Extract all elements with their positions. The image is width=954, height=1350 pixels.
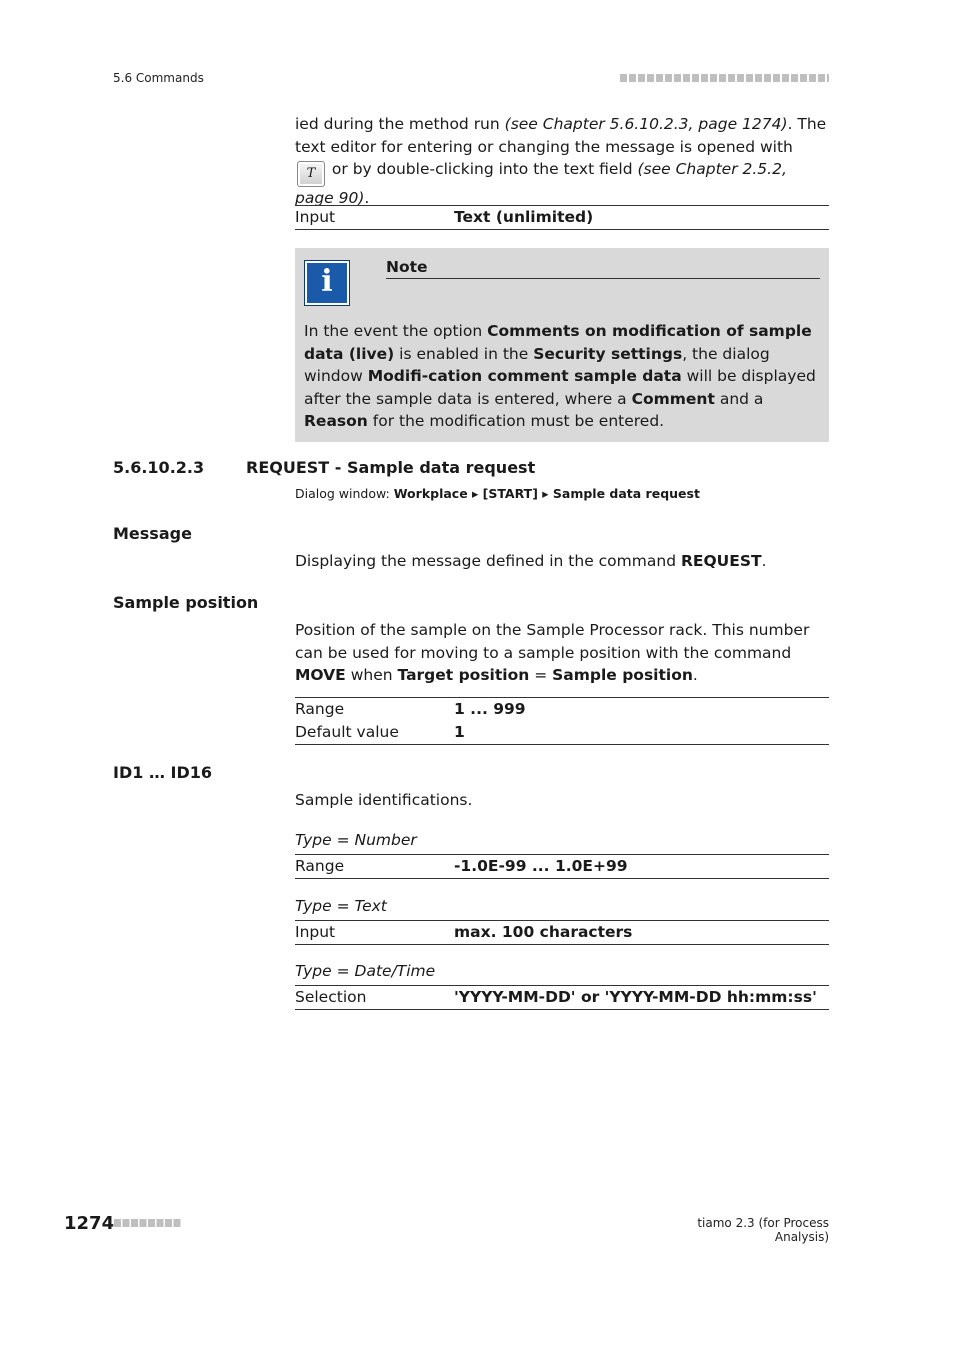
note-bold-2: Security settings [533, 344, 683, 363]
sp-bold-2: Target position [397, 666, 530, 684]
param-key: Input [295, 208, 336, 226]
param-value: 'YYYY-MM-DD' or 'YYYY-MM-DD hh:mm:ss' [454, 988, 817, 1006]
sample-position-table [295, 697, 829, 745]
param-key: Range [295, 700, 345, 718]
sp-text-3: = [529, 666, 553, 684]
note-text-1: In the event the option [304, 322, 488, 340]
dialog-path-value: Workplace ▸ [START] ▸ Sample data request [393, 486, 700, 501]
footer-decoration [114, 1219, 182, 1227]
input-parameter-table [295, 205, 829, 230]
table-row [295, 206, 829, 229]
param-value: max. 100 characters [454, 923, 633, 941]
dialog-path [295, 486, 700, 501]
table-row [295, 721, 829, 744]
running-header-section: 5.6 Commands [113, 71, 204, 85]
note-bold-5: Reason [304, 412, 368, 430]
message-bold-1: REQUEST [680, 552, 762, 570]
note-bold-4: Comment [631, 389, 715, 408]
text-editor-button-icon: T [297, 161, 325, 187]
note-text [304, 320, 820, 433]
note-text-2: is enabled in the [394, 344, 534, 363]
note-text-4: will be displayed after the sample data is entered, where a [304, 367, 816, 408]
sp-text-1: Position of the sample on the Sample Processor rack. This number can be used for moving to a sample position with the command [295, 621, 810, 662]
param-key: Selection [295, 988, 367, 1006]
intro-reference-2[interactable]: (see Chapter 2.5.2, page 90) [295, 160, 787, 207]
section-title: REQUEST - Sample data request [246, 458, 536, 477]
sp-bold-3: Sample position [552, 666, 693, 684]
sp-text-2: when [345, 666, 398, 684]
param-value: 1 [454, 723, 465, 741]
message-text-2: . [761, 552, 767, 570]
table-row [295, 921, 829, 944]
id-type-table [295, 854, 829, 879]
sample-position-heading: Sample position [113, 593, 259, 612]
dialog-prefix: Dialog window: [295, 486, 394, 501]
id-type-table [295, 920, 829, 945]
note-text-3: , the dialog window [304, 344, 770, 385]
message-text-1: Displaying the message defined in the command [295, 552, 681, 570]
note-bold-1: Comments on modification of sample data (live) [304, 322, 812, 363]
type-label: Type = Number [295, 831, 417, 849]
ids-heading: ID1 … ID16 [113, 763, 213, 782]
param-value: Text (unlimited) [454, 208, 594, 226]
param-value: -1.0E-99 ... 1.0E+99 [454, 857, 628, 875]
ids-description: Sample identifications. [295, 791, 473, 809]
param-key: Default value [295, 723, 399, 741]
message-heading: Message [113, 524, 192, 543]
type-label: Type = Text [295, 897, 387, 915]
message-description [295, 550, 829, 573]
intro-text-4: . [364, 189, 370, 207]
note-box [295, 248, 829, 442]
sp-bold-1: MOVE [295, 666, 346, 684]
intro-text-1: ied during the method run [295, 115, 505, 133]
intro-text-3: or by double-clicking into the text field [327, 160, 638, 178]
type-label: Type = Date/Time [295, 962, 436, 980]
sample-position-description [295, 619, 829, 687]
product-name: tiamo 2.3 (for Process Analysis) [697, 1216, 829, 1244]
id-type-table [295, 985, 829, 1010]
param-value: 1 ... 999 [454, 700, 526, 718]
intro-paragraph [295, 113, 829, 210]
sp-text-4: . [692, 666, 698, 684]
note-title: Note [386, 258, 820, 279]
intro-text-2: . The text editor for entering or changing the message is opened with [295, 115, 827, 156]
info-icon [304, 260, 350, 306]
param-key: Range [295, 857, 345, 875]
page-number: 1274 [64, 1213, 115, 1234]
note-text-5: and a [714, 389, 764, 408]
param-key: Input [295, 923, 336, 941]
section-number: 5.6.10.2.3 [113, 458, 205, 477]
note-text-6: for the modification must be entered. [367, 412, 665, 430]
info-icon-glyph: i [321, 264, 333, 299]
header-decoration [620, 74, 829, 82]
table-row [295, 698, 829, 721]
intro-reference-1[interactable]: (see Chapter 5.6.10.2.3, page 1274) [504, 115, 788, 133]
table-row [295, 855, 829, 878]
note-bold-3: Modifi-cation comment sample data [367, 367, 682, 385]
table-row [295, 986, 829, 1009]
